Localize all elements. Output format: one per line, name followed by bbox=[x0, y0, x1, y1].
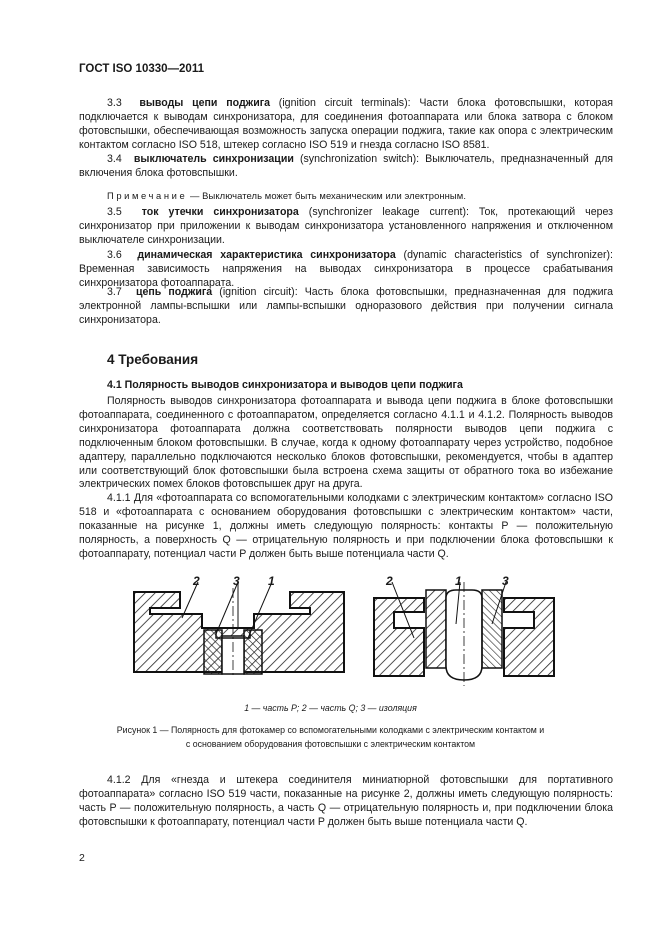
fig-label: 2 bbox=[386, 574, 393, 588]
def-term: динамическая характеристика синхронизатора bbox=[137, 249, 396, 261]
figure-caption-line2: с основанием оборудования фотовспышки с электрическим контактом bbox=[185, 739, 476, 749]
definition-3-5 bbox=[79, 206, 613, 248]
def-text: (ignition circuit terminals): Части блока фотовспышки, которая подключается к выводам синхронизатора, для соединения фотоаппарата или блока затвора с блоком фотовспышки, обеспечивающая возможность запуска операции поджига, такие как опора с электрическим контактом согласно ISO 518, штекер согласно ISO 519 и гнезда согласно ISO 8581. bbox=[79, 97, 613, 151]
left-diagram bbox=[134, 582, 344, 678]
page-number: 2 bbox=[79, 852, 85, 864]
subsection-title: 4.1 Полярность выводов синхронизатора и выводов цепи поджига bbox=[107, 379, 463, 391]
note-text: — Выключатель может быть механическим или электронным. bbox=[187, 190, 467, 201]
def-term: цепь поджига bbox=[135, 286, 213, 298]
paragraph-text: 4.1.1 Для «фотоаппарата со вспомогательными колодками с электрическим контактом» согласно ISO 518 и «фотоаппарата с основанием оборудования фотовспышки с электрическим контактом» части, показанные на рисунке 1, должны иметь следующую полярность: контакты P — положительную полярность, а поверхность Q — отрицательную полярность и при подключении блока фотовспышки к фотоаппарату, потенциал части P должен быть выше потенциала части Q. bbox=[79, 492, 613, 560]
def-number: 3.7 bbox=[107, 286, 122, 298]
def-text: (synchronization switch): Выключатель, предназначенный для включения блока фотовспышки. bbox=[79, 153, 613, 179]
def-number: 3.6 bbox=[107, 249, 122, 261]
def-number: 3.3 bbox=[107, 97, 122, 109]
fig-label: 1 bbox=[268, 574, 275, 588]
paragraph-text: Полярность выводов синхронизатора фотоаппарата и вывода цепи поджига в блоке фотовспышки фотоаппарата, соединенного с фотоаппаратом, определяется согласно 4.1.1 и 4.1.2. Полярность выводов синхронизатора фотоаппарата должна соответствовать полярности выводов цепи поджига с подключенным блоком фотовспышки. В случае, когда к одному фотоаппарату через устройство, подобное адаптеру, параллельно подключаются несколько блоков фотовспышки, рекомендуется, чтобы в адаптер или соответствующий блок фотовспышки была встроена схема защиты от обратного тока во избежание электрических помех блоков фотовспышек друг на друга. bbox=[79, 395, 613, 491]
note-label: Примечание bbox=[107, 190, 188, 201]
definition-3-6 bbox=[79, 249, 613, 291]
def-term: выводы цепи поджига bbox=[139, 97, 271, 109]
paragraph-4-1-2 bbox=[79, 774, 613, 830]
def-number: 3.5 bbox=[107, 206, 122, 218]
document-header: ГОСТ ISO 10330—2011 bbox=[79, 63, 204, 75]
figure-legend: 1 — часть P; 2 — часть Q; 3 — изоляция bbox=[244, 703, 417, 713]
paragraph-4-1 bbox=[79, 395, 613, 492]
def-text: (ignition circuit): Часть блока фотовспышки, предназначенная для поджига электронной лампы-вспышки или лампы-вспышки одноразового действия при получении сигнала синхронизатора. bbox=[79, 286, 614, 326]
def-text: (dynamic characteristics of synchronizer): Временная зависимость напряжения на выводах синхронизатора в процессе срабатывания синхронизатора фотоаппарата. bbox=[79, 249, 613, 289]
fig-label: 2 bbox=[193, 574, 200, 588]
figure-caption-line1: Рисунок 1 — Полярность для фотокамер со вспомогательными колодками с электрическим контактом и bbox=[116, 725, 545, 735]
definition-3-3 bbox=[79, 97, 613, 153]
fig-label: 1 bbox=[455, 574, 462, 588]
right-diagram bbox=[374, 582, 554, 686]
note bbox=[107, 190, 466, 201]
def-number: 3.4 bbox=[107, 153, 122, 165]
def-term: ток утечки синхронизатора bbox=[141, 206, 299, 218]
fig-label: 3 bbox=[233, 574, 240, 588]
figure-1-drawing bbox=[120, 568, 560, 688]
def-term: выключатель синхронизации bbox=[133, 153, 294, 165]
section-title: 4 Требования bbox=[107, 352, 199, 367]
paragraph-text: 4.1.2 Для «гнезда и штекера соединителя миниатюрной фотовспышки для портативного фотоаппарата» согласно ISO 519 части, показанные на рисунке 2, должны иметь следующую полярность: часть P — положительную полярность, а часть Q — отрицательную полярность и, при подключении блока фотовспышки к фотоаппарату, потенциал части P должен быть выше потенциала части Q. bbox=[79, 774, 613, 828]
def-text: (synchronizer leakage current): Ток, протекающий через синхронизатор при приложении к выводам синхронизатора установленного напряжения и отключенном выключателе синхронизации. bbox=[79, 206, 613, 246]
definition-3-7 bbox=[79, 286, 613, 328]
fig-label: 3 bbox=[502, 574, 509, 588]
definition-3-4 bbox=[79, 153, 613, 181]
paragraph-4-1-1 bbox=[79, 492, 613, 562]
